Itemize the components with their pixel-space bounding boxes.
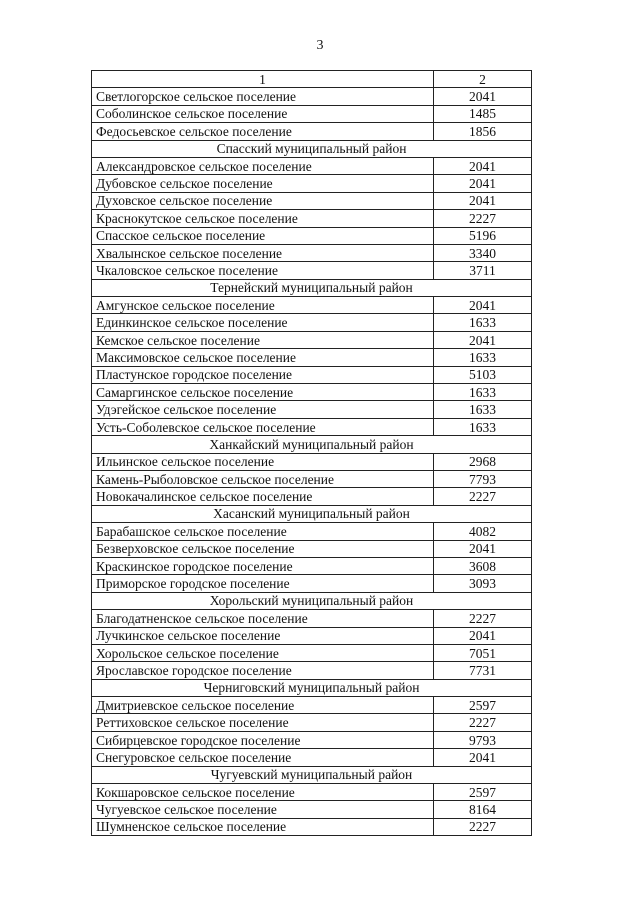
settlement-value: 2041 [434,157,532,174]
table-row [92,244,532,261]
settlement-value: 5196 [434,227,532,244]
district-name: Хасанский муниципальный район [92,505,532,522]
settlement-value: 2041 [434,297,532,314]
settlement-name: Усть-Соболевское сельское поселение [92,418,434,435]
table-row [92,123,532,140]
settlement-name: Реттиховское сельское поселение [92,714,434,731]
district-header-row [92,436,532,453]
table-row [92,227,532,244]
table-row [92,784,532,801]
table-row [92,627,532,644]
district-header-row [92,279,532,296]
table-row [92,210,532,227]
table-row [92,331,532,348]
settlement-name: Максимовское сельское поселение [92,349,434,366]
district-name: Хорольский муниципальный район [92,592,532,609]
settlement-value: 3608 [434,557,532,574]
settlement-name: Шумненское сельское поселение [92,818,434,835]
settlement-value: 2227 [434,714,532,731]
settlement-value: 2597 [434,697,532,714]
settlement-value: 8164 [434,801,532,818]
table-row [92,314,532,331]
settlement-name: Пластунское городское поселение [92,366,434,383]
settlement-name: Новокачалинское сельское поселение [92,488,434,505]
settlement-value: 1633 [434,314,532,331]
table-row [92,557,532,574]
settlement-name: Кокшаровское сельское поселение [92,784,434,801]
settlement-name: Хвалынское сельское поселение [92,244,434,261]
table-row [92,714,532,731]
settlement-value: 1633 [434,418,532,435]
table-row [92,818,532,835]
settlement-name: Краскинское городское поселение [92,557,434,574]
table-row [92,610,532,627]
table-row [92,157,532,174]
settlement-value: 7793 [434,470,532,487]
settlement-name: Самаргинское сельское поселение [92,384,434,401]
settlement-name: Приморское городское поселение [92,575,434,592]
settlement-name: Единкинское сельское поселение [92,314,434,331]
settlement-name: Александровское сельское поселение [92,157,434,174]
settlement-value: 9793 [434,731,532,748]
settlement-value: 3093 [434,575,532,592]
settlement-value: 2041 [434,627,532,644]
settlement-name: Федосьевское сельское поселение [92,123,434,140]
table-row [92,192,532,209]
settlement-name: Ярославское городское поселение [92,662,434,679]
district-name: Ханкайский муниципальный район [92,436,532,453]
settlement-name: Удэгейское сельское поселение [92,401,434,418]
district-header-row [92,140,532,157]
district-name: Чугуевский муниципальный район [92,766,532,783]
settlement-value: 2227 [434,818,532,835]
column-header-value: 2 [434,71,532,88]
district-header-row [92,592,532,609]
district-header-row [92,505,532,522]
settlement-name: Соболинское сельское поселение [92,105,434,122]
district-header-row [92,766,532,783]
settlement-name: Безверховское сельское поселение [92,540,434,557]
table-row [92,418,532,435]
settlement-name: Амгунское сельское поселение [92,297,434,314]
settlement-name: Дмитриевское сельское поселение [92,697,434,714]
settlement-name: Камень-Рыболовское сельское поселение [92,470,434,487]
settlement-value: 2227 [434,610,532,627]
settlement-name: Благодатненское сельское поселение [92,610,434,627]
page-number: 3 [316,38,324,53]
table-row [92,662,532,679]
table-row [92,88,532,105]
district-name: Черниговский муниципальный район [92,679,532,696]
settlement-name: Краснокутское сельское поселение [92,210,434,227]
settlement-value: 2597 [434,784,532,801]
settlement-value: 2041 [434,540,532,557]
settlement-name: Барабашское сельское поселение [92,523,434,540]
settlement-value: 3340 [434,244,532,261]
table-row [92,540,532,557]
table-row [92,488,532,505]
table-header-row [92,71,532,88]
table-row [92,731,532,748]
table-row [92,105,532,122]
table-row [92,366,532,383]
district-header-row [92,679,532,696]
table-row [92,697,532,714]
settlement-name: Светлогорское сельское поселение [92,88,434,105]
table-row [92,401,532,418]
district-name: Спасский муниципальный район [92,140,532,157]
settlement-value: 2968 [434,453,532,470]
table-body [92,88,532,836]
settlement-value: 2041 [434,192,532,209]
table-row [92,470,532,487]
table-row [92,575,532,592]
settlement-value: 2041 [434,749,532,766]
settlement-name: Чкаловское сельское поселение [92,262,434,279]
settlement-name: Спасское сельское поселение [92,227,434,244]
settlement-value: 2227 [434,210,532,227]
district-name: Тернейский муниципальный район [92,279,532,296]
settlement-value: 5103 [434,366,532,383]
table-row [92,523,532,540]
settlement-value: 2041 [434,331,532,348]
table-row [92,384,532,401]
settlement-name: Снегуровское сельское поселение [92,749,434,766]
settlement-name: Лучкинское сельское поселение [92,627,434,644]
table-row [92,453,532,470]
table-row [92,297,532,314]
settlement-value: 2227 [434,488,532,505]
settlement-value: 1633 [434,384,532,401]
table-row [92,644,532,661]
table-row [92,262,532,279]
settlement-value: 3711 [434,262,532,279]
settlement-name: Духовское сельское поселение [92,192,434,209]
settlement-value: 4082 [434,523,532,540]
table-row [92,175,532,192]
settlement-value: 1633 [434,401,532,418]
column-header-name: 1 [92,71,434,88]
settlements-table [91,70,532,836]
settlement-value: 7731 [434,662,532,679]
settlement-value: 1633 [434,349,532,366]
settlement-name: Сибирцевское городское поселение [92,731,434,748]
settlement-value: 1856 [434,123,532,140]
settlement-value: 2041 [434,175,532,192]
settlement-value: 2041 [434,88,532,105]
settlement-name: Чугуевское сельское поселение [92,801,434,818]
settlement-name: Дубовское сельское поселение [92,175,434,192]
settlement-name: Ильинское сельское поселение [92,453,434,470]
table-row [92,801,532,818]
settlement-name: Кемское сельское поселение [92,331,434,348]
table-row [92,749,532,766]
settlement-value: 7051 [434,644,532,661]
settlement-name: Хорольское сельское поселение [92,644,434,661]
settlement-value: 1485 [434,105,532,122]
table-row [92,349,532,366]
